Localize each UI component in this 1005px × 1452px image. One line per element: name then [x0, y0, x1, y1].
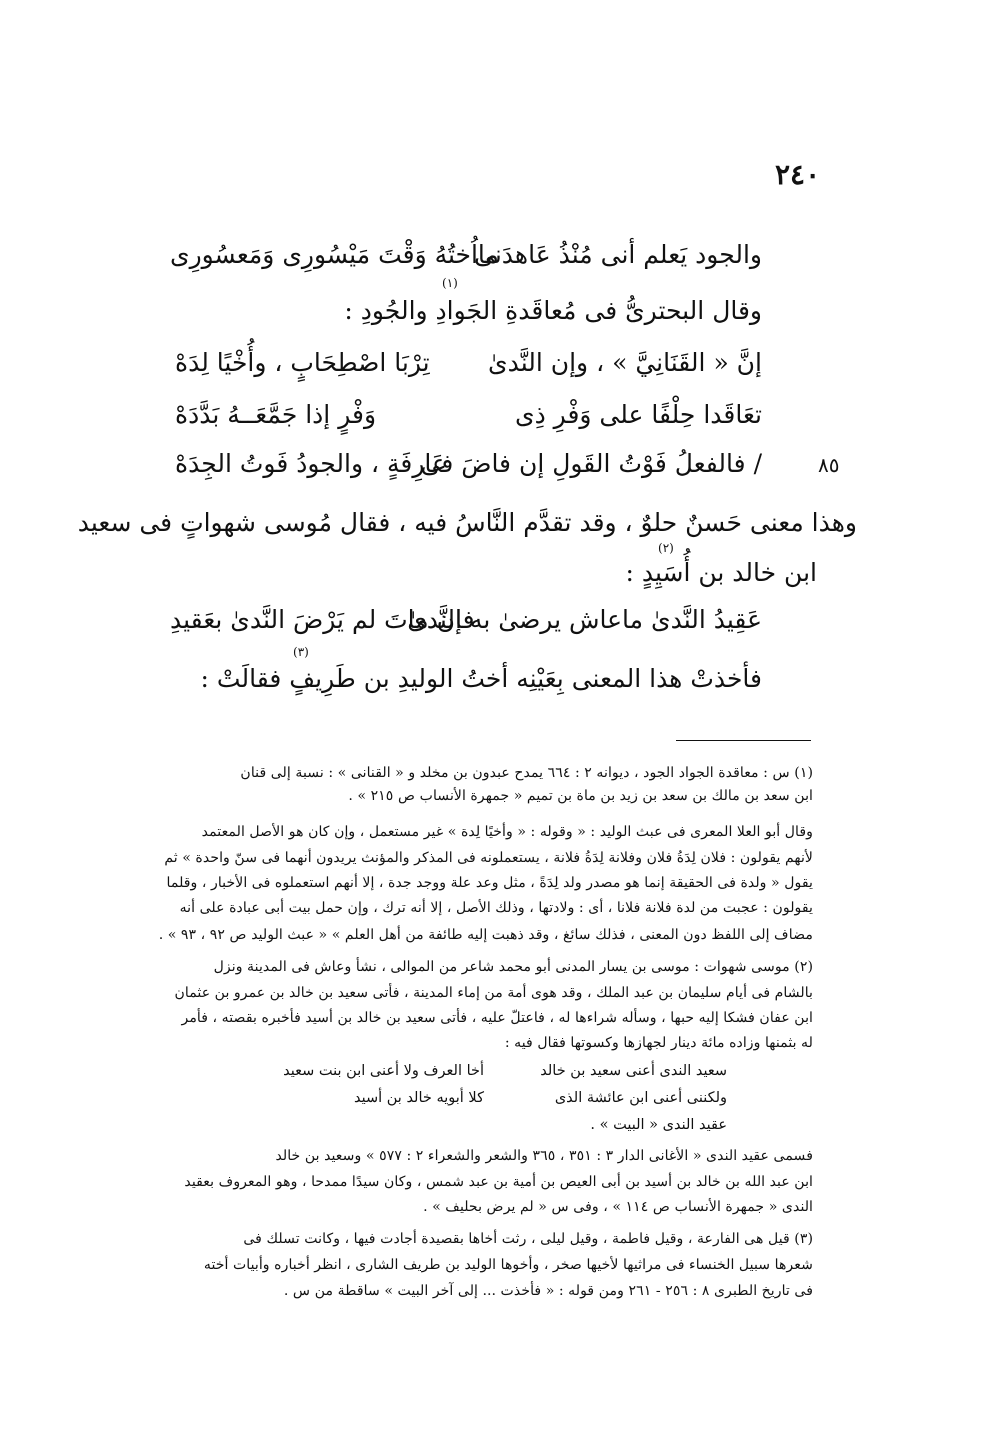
prose-line: فأخذتْ هذا المعنى بِعَيْنِه أختُ الوليدِ بن طَرِيفٍ فقالَتْ : — [200, 664, 762, 693]
footnote-line: لأنهم يقولون : فلان لِدَةُ فلان وفلانة لِدَةُ فلانة ، يستعملونه فى المذكر والمؤنث يريدون أنهما فى سنّ واحدة » ثم — [164, 850, 813, 866]
footnote-line: ابن عفان فشكا إليه حبها ، وسأله شراءها له ، فاعتلّ عليه ، فأتى سعيد بن خالد بن أسيد فأخبره بقصته ، فأمر — [181, 1010, 813, 1026]
verse-hemistich-first: إنَّ « القَنَانِيَّ » ، وإن النَّدىٰ — [488, 348, 762, 377]
footnote-line: فسمى عقيد الندى « الأغانى الدار ٣ : ٣٥١ ، ٣٦٥ والشعر والشعراء ٢ : ٥٧٧ » وسعيد بن خالد — [275, 1148, 813, 1164]
verse-hemistich-second: مااُختُهُ وَقْتَ مَيْسُورِى وَمَعسُورِى — [170, 240, 499, 269]
verse-hemistich-first: تعَاقَدا حِلْفًا على وَفْرِ ذِى — [515, 400, 762, 429]
footnote-line: (٣) قيل هى الفارعة ، وقيل فاطمة ، وقيل ليلى ، رثت أخاها بقصيدة أجادت فيها ، وكانت تسلك فى — [243, 1231, 813, 1247]
footnote-line: له بثمنها وزاده مائة دينار لجهازها وكسوتها فقال فيه : — [504, 1035, 813, 1051]
footnote-line: الندى « جمهرة الأنساب ص ١١٤ » ، وفى س « لم يرض بحليف » . — [423, 1199, 813, 1215]
footnote-line: ابن سعد بن مالك بن سعد بن زيد بن ماة بن تميم « جمهرة الأنساب ص ٢١٥ » . — [348, 788, 813, 804]
footnote-marker: (٣) — [293, 645, 309, 659]
footnote-line: بالشام فى أيام سليمان بن عبد الملك ، وقد هوى أمة من إماء المدينة ، فأتى سعيد بن خالد بن عمرو بن عثمان — [174, 985, 813, 1001]
footnote-line: مضاف إلى اللفظ دون المعنى ، فذلك سائغ ، وقد ذهبت إليه طائفة من أهل العلم » « عبث الوليد ص ٩٢ ، ٩٣ » . — [158, 927, 813, 943]
verse-hemistich-second: فإن ماتَ لم يَرْضَ النَّدىٰ بعَقيدِ — [170, 605, 475, 634]
footnote-verse-hemistich: كلا أبويه خالد بن أسيد — [353, 1090, 484, 1106]
footnote-line: (١) س : معاقدة الجواد الجود ، ديوانه ٢ : ٦٦٤ يمدح عبدون بن مخلد و « القنانى » : نسبة إلى قنان — [240, 765, 813, 781]
footnote-line: شعرها سبيل الخنساء فى مراثيها لأخيها صخر ، وأخوها الوليد بن طريف الشارى ، انظر أخباره وأبيات أخته — [203, 1257, 813, 1273]
footnote-marker: (٢) — [658, 541, 674, 555]
footnote-line: يقول « ولدة فى الحقيقة إنما هو مصدر ولد لِدَةً ، مثل وعد علة ووجد جدة ، إلا أنهم استعملوه فى الأخبار ، وقلما — [166, 875, 813, 891]
footnote-separator — [676, 740, 811, 741]
prose-line: وقال البحترىُّ فى مُعاقَدةِ الجَوادِ والجُودِ : — [344, 296, 762, 325]
footnote-line: وقال أبو العلا المعرى فى عبث الوليد : « وقوله : « وأخيًا لِدة » غير مستعمل ، وإن كان هو الأصل المعتمد — [201, 824, 813, 840]
footnote-verse-hemistich: أخا العرف ولا أعنى ابن بنت سعيد — [283, 1063, 484, 1079]
verse-hemistich-second: تِرْبَا اصْطِحَابٍ ، وأُخْيًا لِدَهْ — [175, 348, 430, 377]
prose-line: وهذا معنى حَسنٌ حلوٌ ، وقد تقدَّم النَّاسُ فيه ، فقال مُوسى شهواتٍ فى سعيد — [77, 508, 857, 537]
footnote-verse-hemistich: سعيد الندى أعنى سعيد بن خالد — [540, 1063, 727, 1079]
verse-hemistich-first: والجود يَعلم أنى مُنْذُ عَاهدَنى — [474, 240, 762, 269]
footnote-line: (٢) موسى شهوات : موسى بن يسار المدنى أبو محمد شاعر من الموالى ، نشأ وعاش فى المدينة ونزل — [213, 959, 813, 975]
footnote-line: ابن عبد الله بن خالد بن أسيد بن أبى العيص بن أمية بن عبد شمس ، وكان سيدًا ممدحا ، وهو المعروف بعقيد — [184, 1174, 813, 1190]
footnote-line: يقولون : عجبت من لدة فلانة فلانا ، أى : ولادتها ، وذلك الأصل ، إلا أنه ترك ، وإن حمل بيت أبى عبادة على أنه — [179, 900, 813, 916]
footnote-line: فى تاريخ الطبرى ٨ : ٢٥٦ - ٢٦١ ومن قوله : « فأخذت ... إلى آخر البيت » ساقطة من س . — [283, 1283, 813, 1299]
verse-hemistich-second: عَارِفَةٍ ، والجودُ فَوتُ الجِدَهْ — [175, 449, 447, 478]
footnote-verse-hemistich: ولكننى أعنى ابن عائشة الذى — [554, 1090, 727, 1106]
verse-hemistich-first: عَقِيدُ النَّدىٰ ماعاش يرضىٰ به النَّدىٰ — [407, 605, 762, 634]
verse-hemistich-second: وَفْرٍ إذا جَمَّعَــهُ بَدَّدَهْ — [175, 400, 377, 429]
page-number: ٢٤٠ — [775, 158, 821, 191]
prose-line: ابن خالد بن أُسَيِدٍ : — [625, 558, 817, 587]
marginal-page-number: ٨٥ — [818, 453, 840, 477]
verse-hemistich-first: / فالفعلُ فَوْتُ القَولِ إن فاضَ فى — [420, 449, 762, 478]
footnote-marker: (١) — [442, 276, 458, 290]
footnote-verse-hemistich: عقيد الندى « البيت » . — [590, 1117, 727, 1133]
